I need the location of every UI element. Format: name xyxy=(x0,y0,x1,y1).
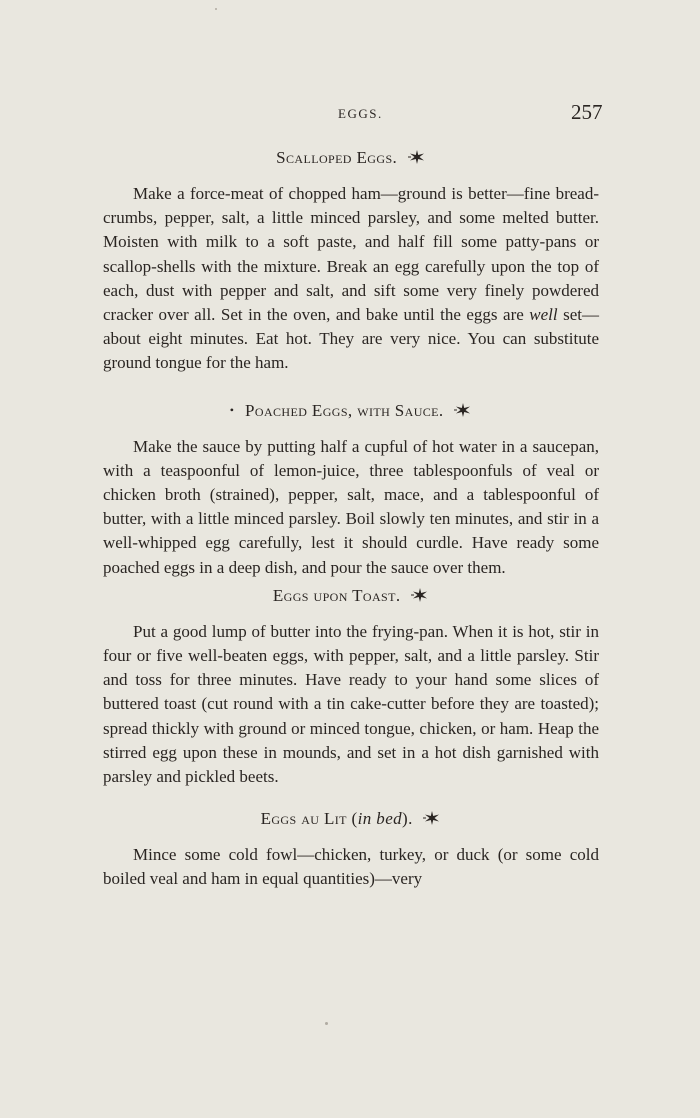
recipe-eggs-upon-toast xyxy=(103,584,599,789)
maltese-cross-icon xyxy=(408,148,426,172)
recipe-title-text: Scalloped Eggs. xyxy=(276,148,398,167)
maltese-cross-icon xyxy=(411,586,429,610)
recipe-body-part: set—about eight minutes. Eat hot. They are very nice. You can substitute ground tongue for the ham. xyxy=(103,305,599,373)
page-header xyxy=(0,100,700,130)
maltese-cross-icon xyxy=(454,401,472,425)
recipe-title-text: Eggs upon Toast. xyxy=(272,585,401,605)
paper-speck xyxy=(215,8,217,10)
recipe-title xyxy=(103,807,599,833)
recipe-poached-eggs xyxy=(103,398,599,580)
recipe-body-part: Make a force-meat of chopped ham—ground is better—fine bread-crumbs, pepper, salt, a little minced parsley, and some melted butter. Moisten with milk to a soft paste, and half fill some patty-pans or scallop-shells with the mixture. Break an egg carefully upon the top of each, dust with pepper and salt, and sift some very finely powdered cracker over all. Set in the oven, and bake until the eggs are xyxy=(103,184,599,325)
recipe-body xyxy=(103,182,599,376)
recipe-title xyxy=(103,146,599,172)
recipe-title xyxy=(103,398,599,425)
page-number: 257 xyxy=(571,100,603,124)
recipe-body-italic: well xyxy=(529,305,558,325)
maltese-cross-icon xyxy=(423,809,441,833)
recipe-title xyxy=(103,584,599,610)
paper-speck xyxy=(325,1022,328,1025)
recipe-body: Put a good lump of butter into the frying-pan. When it is hot, stir in four or five well-beaten eggs, with pepper, salt, and a little parsley. Stir and toss for three minutes. Have ready to your hand some slices of buttered toast (cut round with a tin cake-cutter before they are toasted); spread thickly with ground or minced tongue, chicken, or ham. Heap the stirred egg upon these in mounds, and set in a hot dish garnished with parsley and pickled beets. xyxy=(103,621,599,787)
recipe-scalloped-eggs xyxy=(103,146,599,376)
page-content xyxy=(103,146,599,892)
recipe-body: Mince some cold fowl—chicken, turkey, or duck (or some cold boiled veal and ham in equal quantities)—very xyxy=(103,845,599,889)
recipe-title-text: Eggs au Lit ( xyxy=(260,809,358,829)
recipe-body: Make the sauce by putting half a cupful of hot water in a saucepan, with a teaspoonful of lemon-juice, three tablespoonfuls of veal or chicken broth (strained), pepper, salt, mace, and a tablespoonful of butter, with a little minced parsley. Boil slowly ten minutes, and stir in a well-whipped egg carefully, lest it should curdle. Have ready some poached eggs in a deep dish, and pour the sauce over them. xyxy=(103,436,599,577)
recipe-title-text: Poached Eggs, with Sauce. xyxy=(245,400,444,420)
title-lead-mark: • xyxy=(229,402,235,417)
running-head: EGGS. xyxy=(338,106,383,121)
recipe-title-end: ). xyxy=(402,809,413,829)
recipe-title-italic: in bed xyxy=(357,809,403,829)
recipe-eggs-au-lit xyxy=(103,807,599,891)
